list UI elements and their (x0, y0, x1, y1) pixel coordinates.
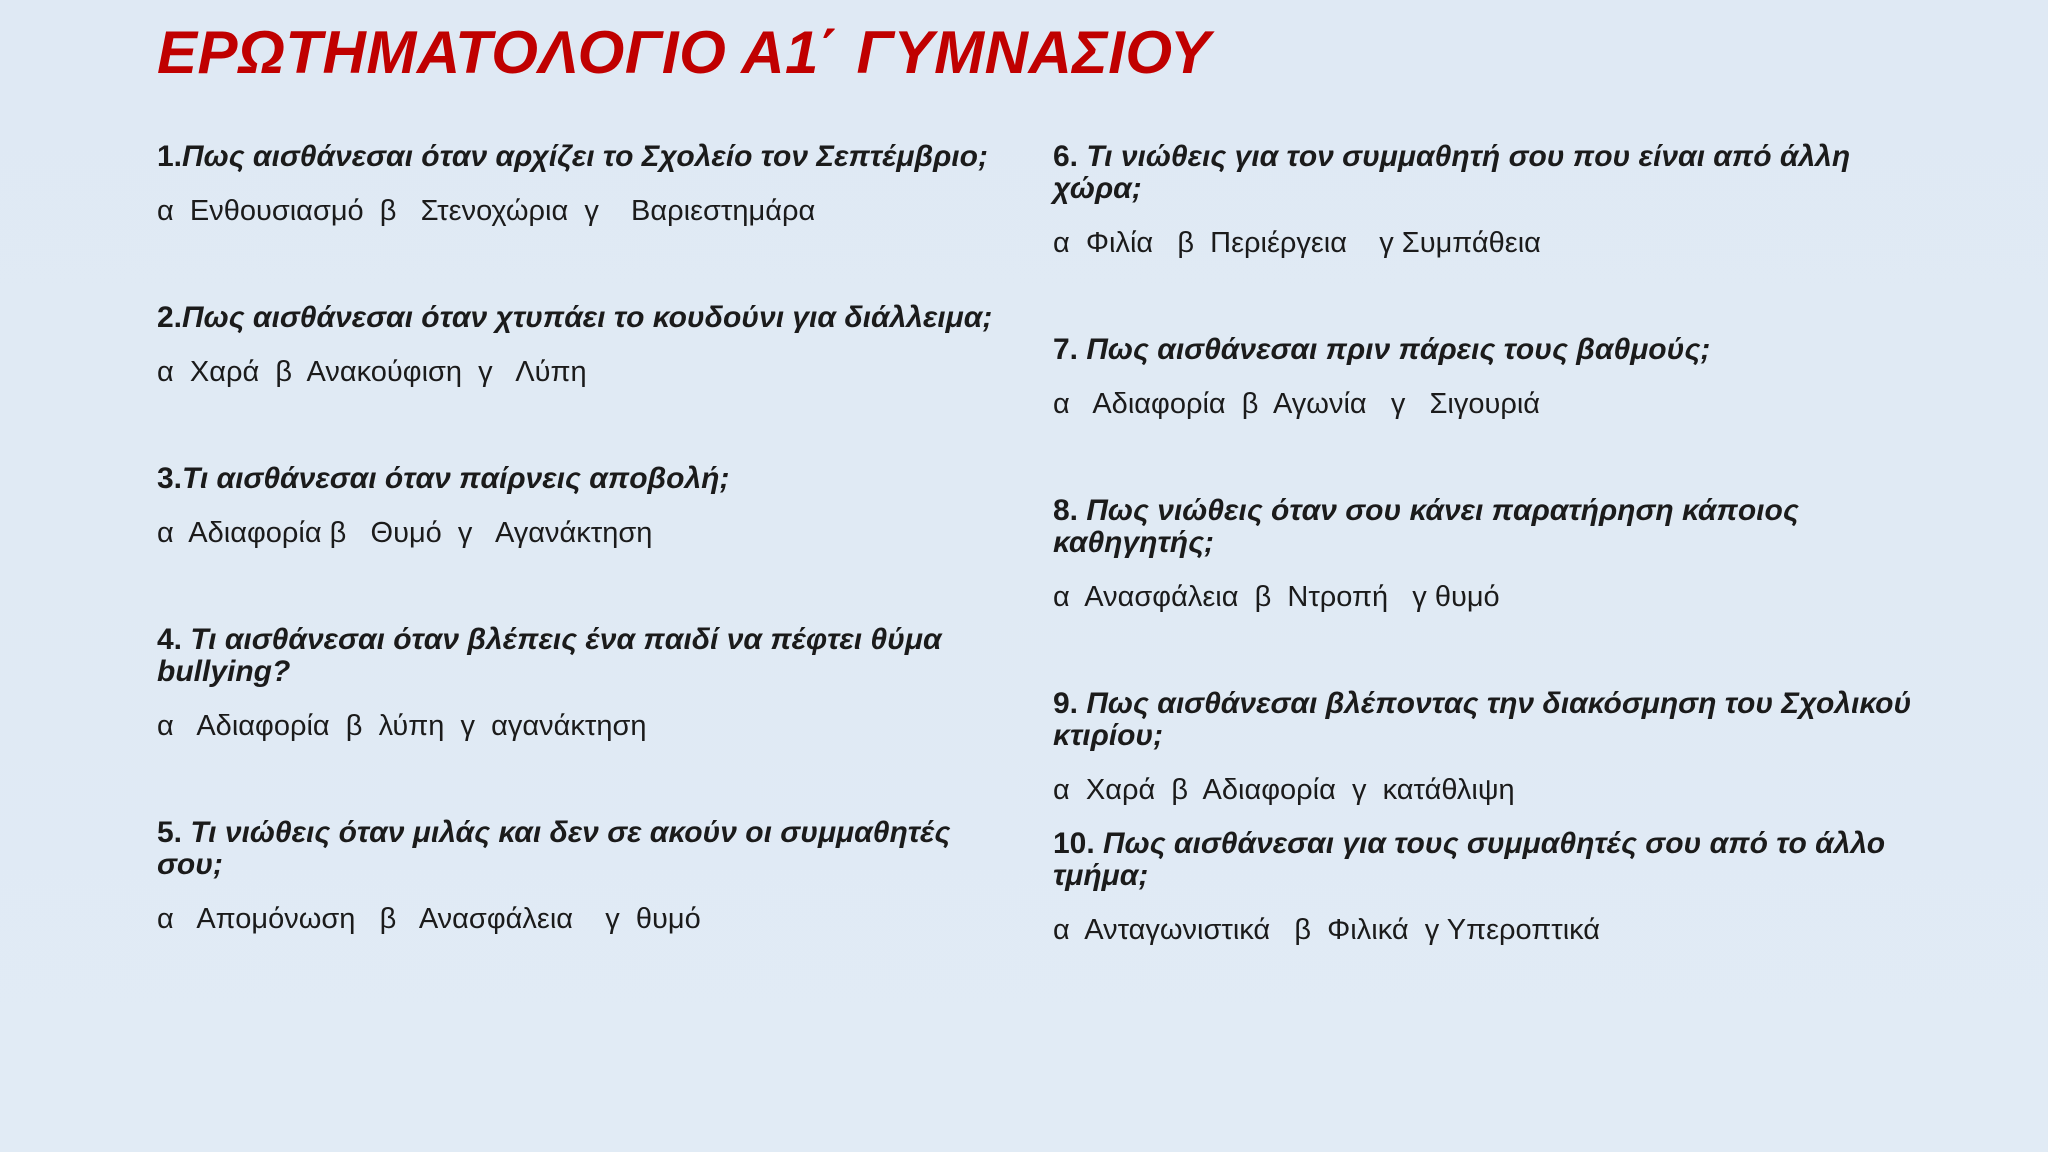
answer-options: α Ανασφάλεια β Ντροπή γ θυμό (1053, 581, 1500, 613)
question-number: 8. (1053, 494, 1079, 527)
question-label: Πως αισθάνεσαι πριν πάρεις τους βαθμούς; (1078, 333, 1711, 366)
answer-options: α Χαρά β Αδιαφορία γ κατάθλιψη (1053, 774, 1515, 806)
question-text (157, 302, 1017, 334)
question-block-5 (157, 817, 1017, 937)
question-label: Πως αισθάνεσαι για τους συμμαθητές σου από το άλλο τμήμα; (1053, 827, 1886, 892)
question-number: 10. (1053, 827, 1095, 860)
question-block-7 (1053, 334, 1913, 422)
question-block-2 (157, 302, 1017, 390)
question-block-9 (1053, 688, 1913, 808)
question-block-6 (1053, 141, 1913, 261)
question-text (157, 141, 1017, 173)
question-text (157, 817, 1017, 881)
answer-options: α Ενθουσιασμό β Στενοχώρια γ Βαριεστημάρα (157, 195, 816, 227)
question-label: Πως αισθάνεσαι βλέποντας την διακόσμηση του Σχολικού κτιρίου; (1053, 687, 1912, 752)
question-label: Πως αισθάνεσαι όταν χτυπάει το κουδούνι για διάλλειμα; (182, 301, 993, 334)
answer-options: α Χαρά β Ανακούφιση γ Λύπη (157, 356, 587, 388)
question-label: Πως νιώθεις όταν σου κάνει παρατήρηση κάποιος καθηγητής; (1053, 494, 1799, 559)
question-number: 6. (1053, 140, 1079, 173)
question-label: Τι αισθάνεσαι όταν βλέπεις ένα παιδί να πέφτει θύμα bullying? (157, 623, 942, 688)
question-text (1053, 495, 1913, 559)
question-number: 1. (157, 140, 183, 173)
question-number: 7. (1053, 333, 1079, 366)
question-label: Τι αισθάνεσαι όταν παίρνεις αποβολή; (182, 462, 730, 495)
answer-options: α Αδιαφορία β Αγωνία γ Σιγουριά (1053, 388, 1541, 420)
question-text (1053, 141, 1913, 205)
question-block-1 (157, 141, 1017, 229)
question-block-10 (1053, 828, 1913, 948)
question-text (1053, 334, 1913, 366)
answer-options: α Αδιαφορία β λύπη γ αγανάκτηση (157, 710, 647, 742)
question-block-8 (1053, 495, 1913, 615)
question-text (1053, 688, 1913, 752)
question-text (157, 624, 1017, 688)
question-block-4 (157, 624, 1017, 744)
question-number: 3. (157, 462, 183, 495)
question-text (157, 463, 1017, 495)
question-number: 2. (157, 301, 183, 334)
question-label: Πως αισθάνεσαι όταν αρχίζει το Σχολείο τον Σεπτέμβριο; (182, 140, 988, 173)
question-number: 9. (1053, 687, 1079, 720)
answer-options: α Αδιαφορία β Θυμό γ Αγανάκτηση (157, 517, 653, 549)
answer-options: α Απομόνωση β Ανασφάλεια γ θυμό (157, 903, 701, 935)
question-text (1053, 828, 1913, 892)
page-title: ΕΡΩΤΗΜΑΤΟΛΟΓΙΟ Α1΄ ΓΥΜΝΑΣΙΟΥ (157, 19, 1211, 86)
question-label: Τι νιώθεις όταν μιλάς και δεν σε ακούν οι συμμαθητές σου; (157, 816, 951, 881)
question-block-3 (157, 463, 1017, 551)
question-number: 5. (157, 816, 183, 849)
question-label: Τι νιώθεις για τον συμμαθητή σου που είναι από άλλη χώρα; (1053, 140, 1851, 205)
answer-options: α Φιλία β Περιέργεια γ Συμπάθεια (1053, 227, 1541, 259)
question-number: 4. (157, 623, 183, 656)
answer-options: α Ανταγωνιστικά β Φιλικά γ Υπεροπτικά (1053, 914, 1601, 946)
